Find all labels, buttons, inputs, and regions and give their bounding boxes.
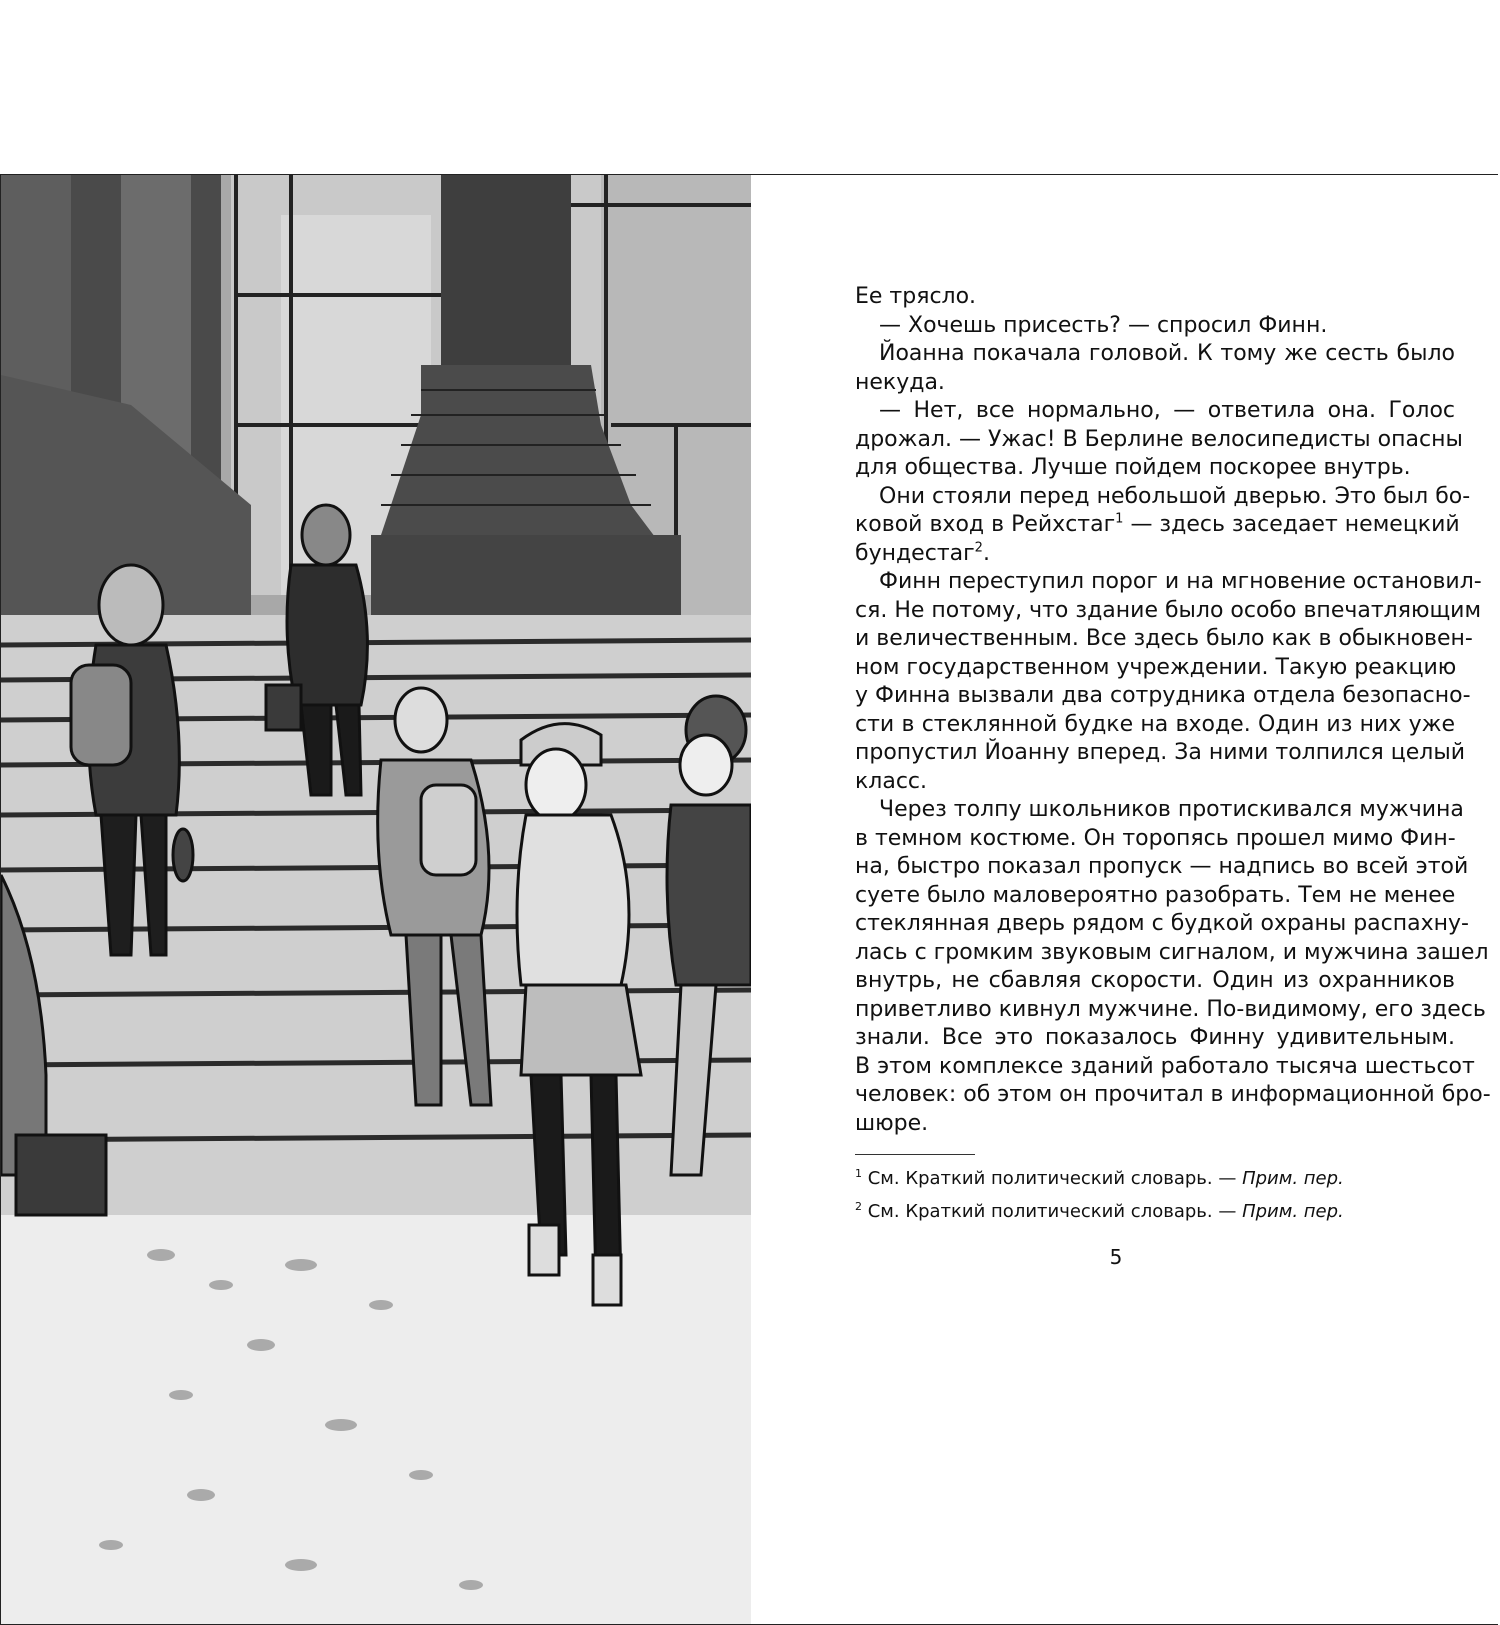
text-line: Ее трясло. xyxy=(855,284,977,309)
footnote-number: 1 xyxy=(855,1167,862,1180)
text-line: в темном костюме. Он торопясь прошел мимо Фин- xyxy=(855,825,1456,851)
paragraph xyxy=(855,312,1455,341)
text-line: лась с громким звуковым сигналом, и мужчина зашел xyxy=(855,939,1489,965)
text-page xyxy=(751,175,1498,1624)
text-line: Йоанна покачала головой. К тому же сесть было xyxy=(879,341,1455,366)
footnote-mark: 1 xyxy=(1115,511,1124,527)
text-fragment: ковой вход в Рейхстаг xyxy=(855,512,1116,537)
footnote-rule xyxy=(855,1154,975,1155)
footnote-note: Прим. пер. xyxy=(1242,1201,1344,1222)
text-line: Через толпу школьников протискивался мужчина xyxy=(879,797,1464,822)
text-line: приветливо кивнул мужчине. По-видимому, его здесь xyxy=(855,996,1486,1022)
text-line: ном государственном учреждении. Такую реакцию xyxy=(855,654,1457,680)
text-line: для общества. Лучше пойдем поскорее внутрь. xyxy=(855,455,1411,480)
text-line: шюре. xyxy=(855,1110,929,1136)
text-line: человек: об этом он прочитал в информационной бро- xyxy=(855,1082,1491,1107)
text-line: Они стояли перед небольшой дверью. Это был бо- xyxy=(879,483,1471,509)
text-line: сти в стеклянной будке на входе. Один из них уже xyxy=(855,711,1455,737)
footnote-note: Прим. пер. xyxy=(1242,1168,1344,1189)
body-text xyxy=(855,283,1491,1138)
text-line: стеклянная дверь рядом с будкой охраны распахну- xyxy=(855,911,1469,936)
text-line: ся. Не потому, что здание было особо впечатляющим xyxy=(855,597,1482,623)
text-line xyxy=(855,540,1455,569)
text-line: внутрь, не сбавляя скорости. Один из охранников xyxy=(855,968,1455,993)
text-fragment: бундестаг xyxy=(855,540,975,566)
paragraph xyxy=(855,796,1491,1138)
text-line: у Финна вызвали два сотрудника отдела безопасно- xyxy=(855,683,1471,708)
text-line xyxy=(855,511,1460,540)
text-fragment: . xyxy=(982,540,990,566)
text-line: некуда. xyxy=(855,369,945,395)
text-line: — Нет, все нормально, — ответила она. Голос xyxy=(879,398,1455,423)
text-line: дрожал. — Ужас! В Берлине велосипедисты опасны xyxy=(855,426,1463,452)
paragraph xyxy=(855,568,1482,796)
page-number: 5 xyxy=(1109,1245,1123,1269)
text-line: знали. Все это показалось Финну удивительным. xyxy=(855,1025,1455,1050)
footnotes xyxy=(855,1160,1375,1226)
footnote xyxy=(855,1193,1375,1226)
paragraph xyxy=(855,283,1455,312)
text-line: суете было маловероятно разобрать. Тем не менее xyxy=(855,882,1456,908)
footnote-mark: 2 xyxy=(974,540,983,556)
illustration-reichstag-stairs xyxy=(1,175,751,1624)
footnote-text: См. Краткий политический словарь. — xyxy=(867,1168,1237,1189)
text-line: В этом комплексе зданий работало тысяча шестьсот xyxy=(855,1053,1475,1079)
paragraph xyxy=(855,397,1463,483)
footnote-text: См. Краткий политический словарь. — xyxy=(867,1201,1237,1222)
text-line: пропустил Йоанну вперед. За ними толпился целый xyxy=(855,740,1466,765)
footnote xyxy=(855,1160,1375,1193)
footnote-number: 2 xyxy=(855,1200,862,1213)
text-fragment: — здесь заседает немецкий xyxy=(1130,512,1460,537)
paragraph xyxy=(855,483,1471,569)
text-line: на, быстро показал пропуск — надпись во всей этой xyxy=(855,854,1469,879)
text-line: — Хочешь присесть? — спросил Финн. xyxy=(879,312,1328,338)
ink-illustration xyxy=(1,175,751,1624)
text-line: Финн переступил порог и на мгновение остановил- xyxy=(879,569,1482,594)
book-spread xyxy=(0,174,1498,1625)
text-line: и величественным. Все здесь было как в обыкновен- xyxy=(855,626,1473,651)
text-line: класс. xyxy=(855,768,928,794)
paragraph xyxy=(855,340,1455,397)
